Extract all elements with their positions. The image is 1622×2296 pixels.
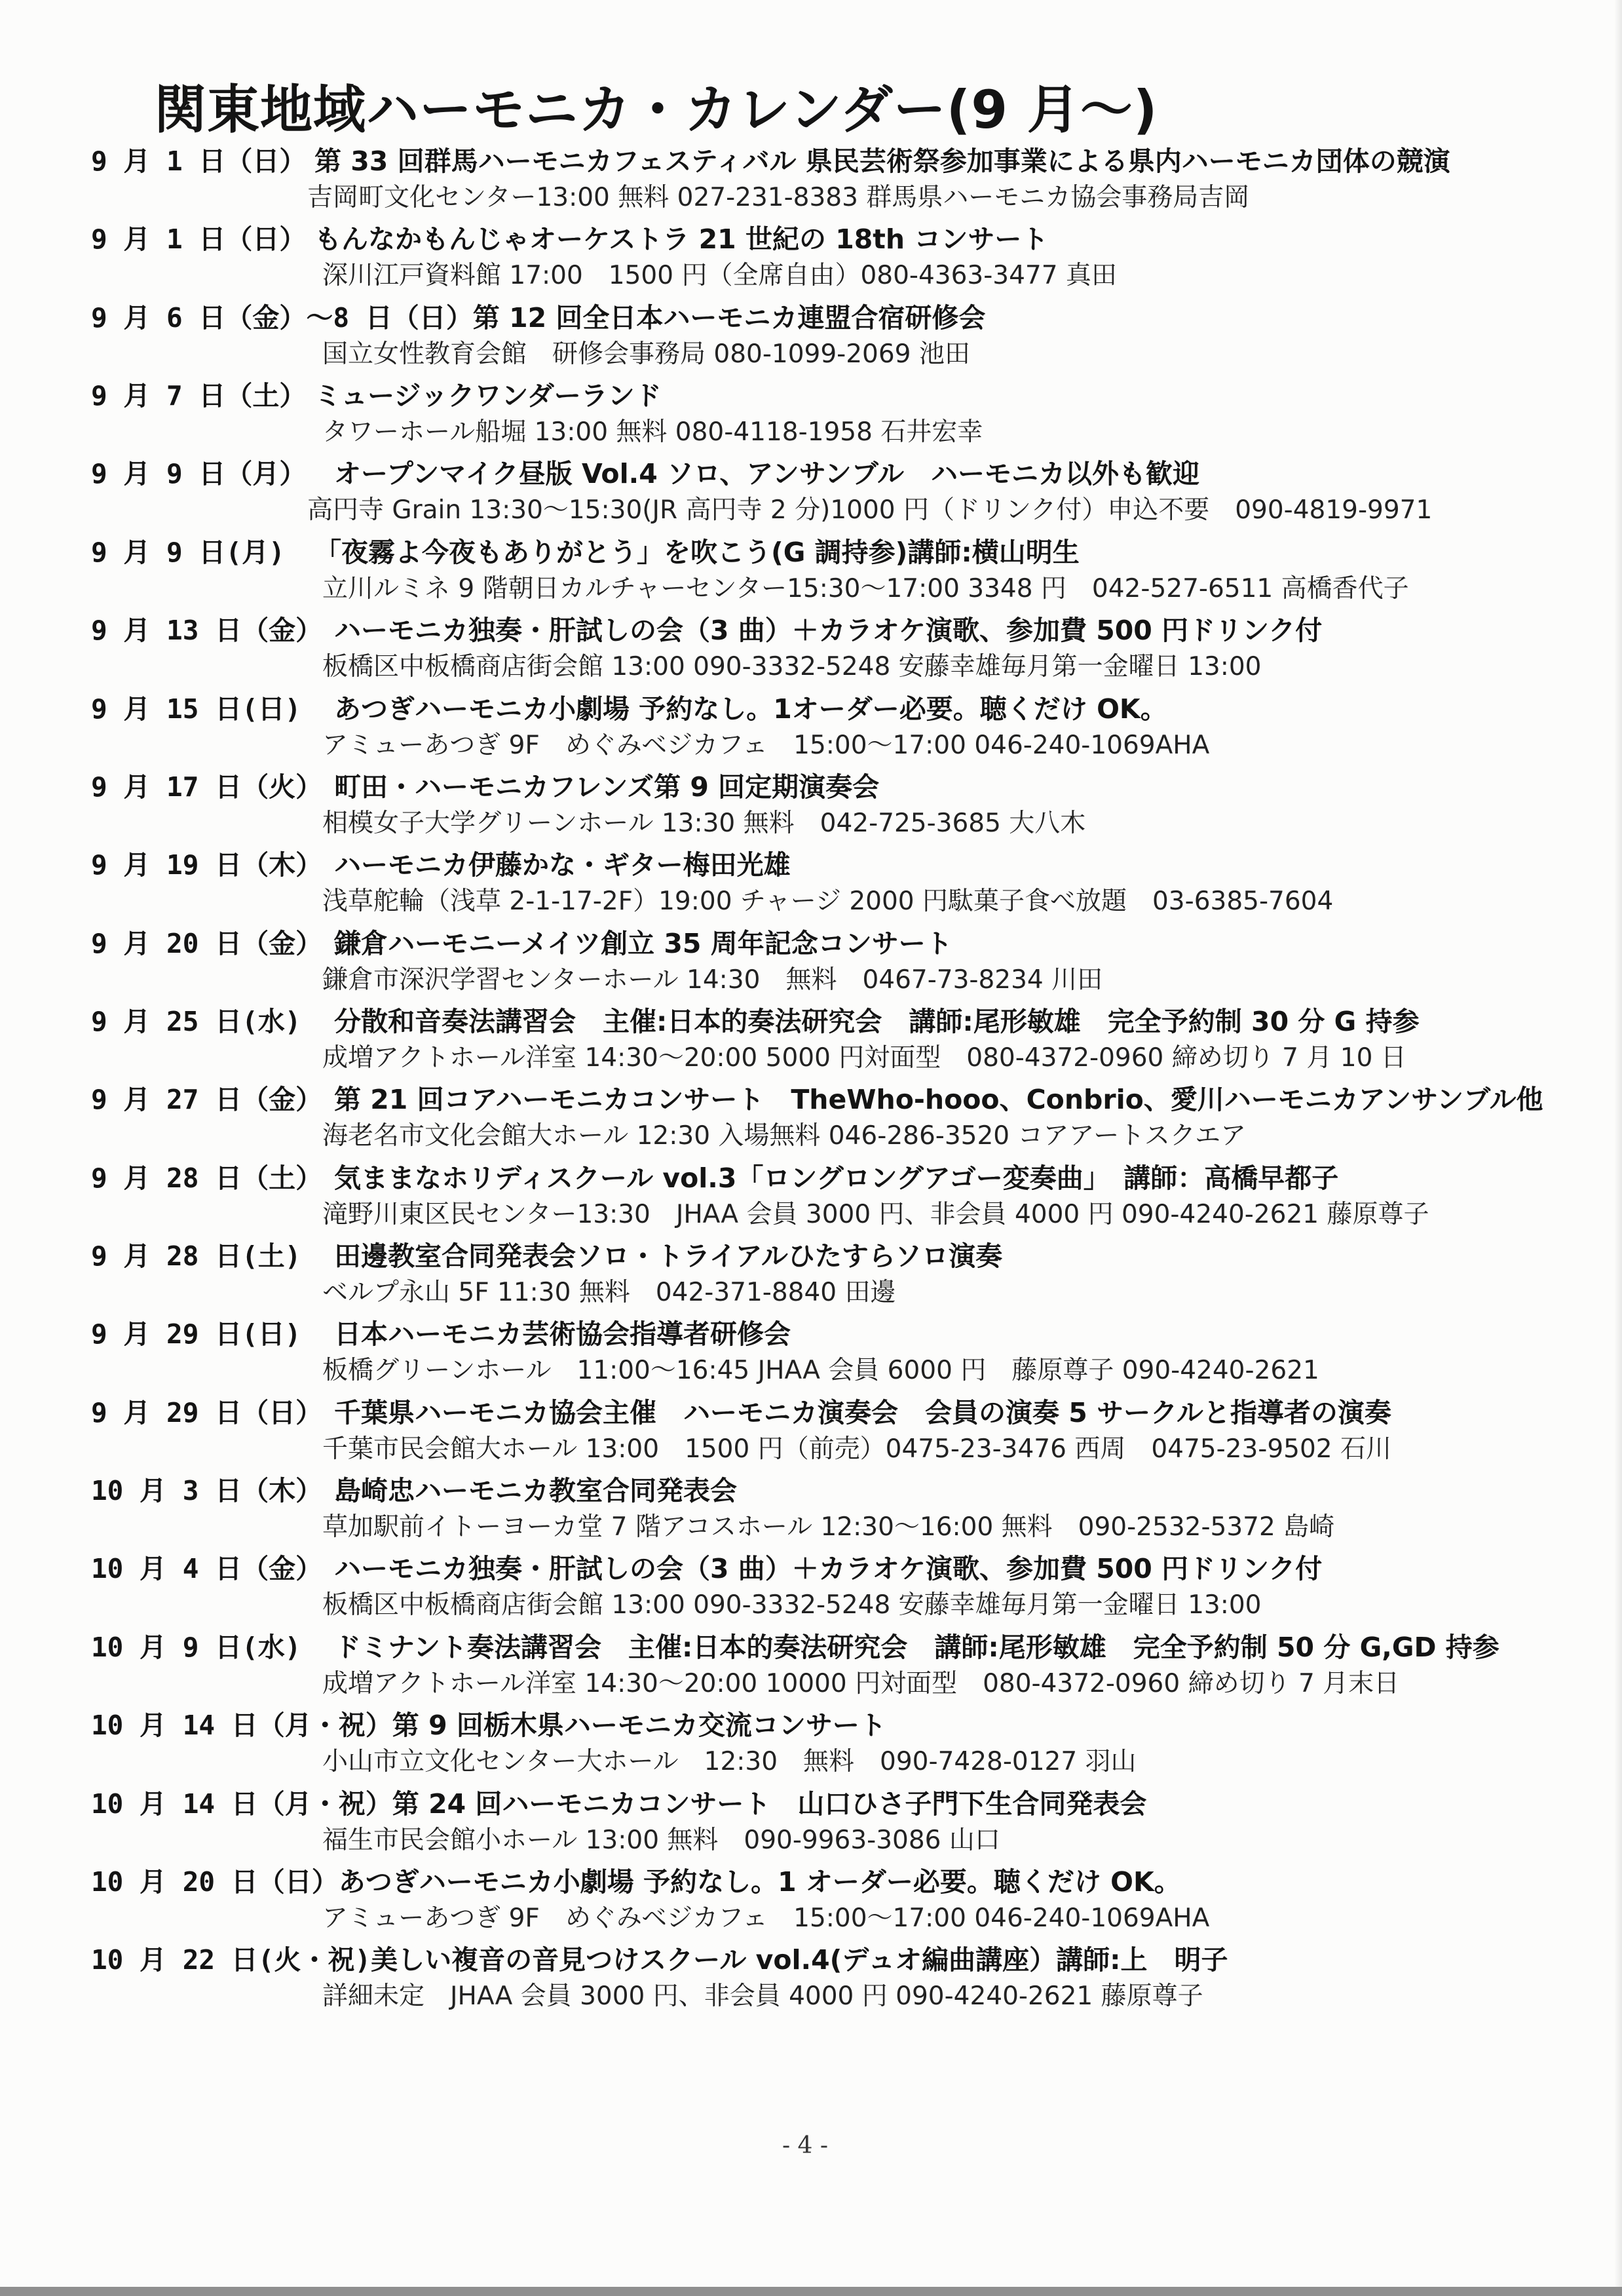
event-details: 成増アクトホール洋室 14:30～20:00 10000 円対面型 080-4372-0960 締め切り 7 月末日 <box>322 1668 1400 1698</box>
event-title: オープンマイク昼版 Vol.4 ソロ、アンサンブル ハーモニカ以外も歓迎 <box>334 458 1200 490</box>
event-details: 福生市民会館小ホール 13:00 無料 090-9963-3086 山口 <box>322 1825 1000 1855</box>
event-title: もんなかもんじゃオーケストラ 21 世紀の 18th コンサート <box>314 223 1049 256</box>
event-details: 滝野川東区民センター13:30 JHAA 会員 3000 円、非会員 4000 円 090-4240-2621 藤原尊子 <box>322 1199 1429 1229</box>
event-entry <box>0 1550 1622 1628</box>
event-title: あつぎハーモニカ小劇場 予約なし。1オーダー必要。聴くだけ OK。 <box>334 693 1167 725</box>
event-entry <box>0 1472 1622 1550</box>
event-entry <box>0 1786 1622 1864</box>
event-headline <box>91 1316 1583 1352</box>
event-details: 板橋区中板橋商店街会館 13:00 090-3332-5248 安藤幸雄毎月第一金曜日 13:00 <box>322 652 1262 682</box>
event-entry <box>0 299 1622 377</box>
page-number: - 4 - <box>782 2132 829 2159</box>
event-headline <box>91 1003 1583 1040</box>
event-headline <box>91 299 1583 336</box>
event-entry <box>0 1394 1622 1472</box>
event-date: 10 月 22 日(火・祝) <box>91 1944 371 1976</box>
event-title: 田邊教室合同発表会ソロ・トライアルひたすらソロ演奏 <box>334 1240 1003 1272</box>
event-date: 9 月 6 日（金）～8 日（日） <box>91 301 473 334</box>
event-entry <box>0 1160 1622 1238</box>
event-headline <box>91 1864 1583 1900</box>
event-date: 9 月 29 日（日） <box>91 1396 323 1428</box>
event-date: 9 月 15 日(日) <box>91 693 301 725</box>
event-entry <box>0 612 1622 690</box>
event-details: 浅草舵輪（浅草 2-1-17-2F）19:00 チャージ 2000 円駄菓子食べ放題 03-6385-7604 <box>322 887 1334 917</box>
event-details: タワーホール船堀 13:00 無料 080-4118-1958 石井宏幸 <box>322 417 983 448</box>
scan-edge-shadow <box>1614 0 1622 2287</box>
event-details: アミューあつぎ 9F めぐみベジカフェ 15:00～17:00 046-240-1069AHA <box>322 1903 1210 1933</box>
event-headline <box>91 1472 1583 1509</box>
event-details: 草加駅前イトーヨーカ堂 7 階アコスホール 12:30～16:00 無料 090-2532-5372 島崎 <box>322 1512 1335 1542</box>
event-date: 9 月 1 日（日） <box>91 145 307 177</box>
event-date: 9 月 7 日（土） <box>91 380 307 412</box>
page-title: 関東地域ハーモニカ・カレンダー(9 月～) <box>154 79 1158 140</box>
event-details: アミューあつぎ 9F めぐみベジカフェ 15:00～17:00 046-240-1069AHA <box>322 730 1210 760</box>
event-title: 町田・ハーモニカフレンズ第 9 回定期演奏会 <box>334 771 880 803</box>
event-headline <box>91 1238 1583 1274</box>
event-title: 鎌倉ハーモニーメイツ創立 35 周年記念コンサート <box>334 927 952 959</box>
event-title: あつぎハーモニカ小劇場 予約なし。1 オーダー必要。聴くだけ OK。 <box>338 1866 1181 1898</box>
event-details: ベルプ永山 5F 11:30 無料 042-371-8840 田邊 <box>322 1278 896 1308</box>
event-date: 9 月 25 日(水) <box>91 1005 301 1037</box>
event-headline <box>91 1942 1583 1978</box>
event-headline <box>91 1629 1583 1666</box>
event-headline <box>91 1786 1583 1822</box>
event-entry <box>0 1629 1622 1707</box>
event-entry <box>0 1864 1622 1942</box>
event-details: 吉岡町文化センター13:00 無料 027-231-8383 群馬県ハーモニカ協会事務局吉岡 <box>307 183 1250 212</box>
event-details: 板橋グリーンホール 11:00～16:45 JHAA 会員 6000 円 藤原尊子 090-4240-2621 <box>322 1356 1319 1386</box>
event-details: 鎌倉市深沢学習センターホール 14:30 無料 0467-73-8234 川田 <box>322 965 1103 995</box>
event-title: 第 9 回栃木県ハーモニカ交流コンサート <box>392 1710 886 1742</box>
event-headline <box>91 1160 1583 1196</box>
event-details: 深川江戸資料館 17:00 1500 円（全席自由）080-4363-3477 真田 <box>322 261 1117 291</box>
event-calendar-list <box>0 143 1622 2020</box>
event-headline <box>91 925 1583 962</box>
event-title: ハーモニカ伊藤かな・ギター梅田光雄 <box>334 849 791 881</box>
event-details: 相模女子大学グリーンホール 13:30 無料 042-725-3685 大八木 <box>322 808 1086 838</box>
event-title: 千葉県ハーモニカ協会主催 ハーモニカ演奏会 会員の演奏 5 サークルと指導者の演奏 <box>334 1396 1391 1428</box>
event-headline <box>91 847 1583 883</box>
event-date: 10 月 9 日(水) <box>91 1631 301 1663</box>
event-entry <box>0 377 1622 455</box>
event-headline <box>91 691 1583 727</box>
event-details: 高円寺 Grain 13:30～15:30(JR 高円寺 2 分)1000 円（ドリンク付）申込不要 090-4819-9971 <box>307 495 1433 526</box>
event-headline <box>91 221 1583 258</box>
event-date: 9 月 19 日（木） <box>91 849 323 881</box>
event-date: 9 月 28 日（土） <box>91 1162 323 1194</box>
event-entry <box>0 1942 1622 2019</box>
event-title: 第 24 回ハーモニカコンサート 山口ひさ子門下生合同発表会 <box>392 1788 1147 1820</box>
event-title: 分散和音奏法講習会 主催:日本的奏法研究会 講師:尾形敏雄 完全予約制 30 分 G 持参 <box>334 1005 1420 1037</box>
event-date: 10 月 20 日（日） <box>91 1866 339 1898</box>
event-title: 第 12 回全日本ハーモニカ連盟合宿研修会 <box>472 301 986 334</box>
event-date: 9 月 28 日(土) <box>91 1240 301 1272</box>
event-date: 9 月 29 日(日) <box>91 1318 301 1350</box>
event-title: ミュージックワンダーランド <box>314 380 662 412</box>
event-entry <box>0 455 1622 533</box>
event-title: ドミナント奏法講習会 主催:日本的奏法研究会 講師:尾形敏雄 完全予約制 50 分 G,GD 持参 <box>334 1631 1499 1663</box>
event-date: 9 月 9 日（月） <box>91 458 307 490</box>
event-headline <box>91 1550 1583 1587</box>
event-headline <box>91 769 1583 805</box>
event-headline <box>91 534 1583 571</box>
event-details: 海老名市文化会館大ホール 12:30 入場無料 046-286-3520 コアアートスクエア <box>322 1121 1247 1151</box>
event-date: 9 月 17 日（火） <box>91 771 323 803</box>
event-entry <box>0 534 1622 612</box>
event-date: 9 月 13 日（金） <box>91 615 323 647</box>
event-headline <box>91 1394 1583 1431</box>
event-date: 10 月 4 日（金） <box>91 1553 323 1585</box>
event-entry <box>0 1238 1622 1316</box>
event-title: 島崎忠ハーモニカ教室合同発表会 <box>334 1475 737 1507</box>
event-title: 日本ハーモニカ芸術協会指導者研修会 <box>334 1318 791 1350</box>
scan-edge-border <box>0 2287 1622 2296</box>
event-title: 気ままなホリディスクール vol.3「ロングロングアゴー変奏曲」 講師：高橋早都子 <box>334 1162 1339 1194</box>
event-headline <box>91 1707 1583 1744</box>
event-date: 9 月 1 日（日） <box>91 223 307 256</box>
event-title: ハーモニカ独奏・肝試しの会（3 曲）＋カラオケ演歌、参加費 500 円ドリンク付 <box>334 615 1323 647</box>
event-details: 千葉市民会館大ホール 13:00 1500 円（前売）0475-23-3476 西周 0475-23-9502 石川 <box>322 1434 1392 1464</box>
event-headline <box>91 377 1583 414</box>
event-details: 国立女性教育会館 研修会事務局 080-1099-2069 池田 <box>322 339 970 369</box>
event-date: 10 月 3 日（木） <box>91 1475 323 1507</box>
event-entry <box>0 769 1622 847</box>
event-date: 9 月 27 日（金） <box>91 1084 323 1116</box>
event-title: 第 21 回コアハーモニカコンサート TheWho-hooo、Conbrio、愛川ハーモニカアンサンブル他 <box>334 1084 1543 1116</box>
event-headline <box>91 612 1583 649</box>
event-entry <box>0 221 1622 299</box>
event-entry <box>0 925 1622 1003</box>
event-entry <box>0 1081 1622 1159</box>
event-headline <box>91 455 1583 492</box>
event-entry <box>0 143 1622 221</box>
event-details: 立川ルミネ 9 階朝日カルチャーセンター15:30～17:00 3348 円 042-527-6511 高橋香代子 <box>322 573 1409 603</box>
event-entry <box>0 1707 1622 1785</box>
event-details: 詳細未定 JHAA 会員 3000 円、非会員 4000 円 090-4240-2621 藤原尊子 <box>322 1981 1203 2012</box>
event-headline <box>91 1081 1583 1118</box>
event-entry <box>0 691 1622 769</box>
event-entry <box>0 1316 1622 1394</box>
event-details: 成増アクトホール洋室 14:30～20:00 5000 円対面型 080-4372-0960 締め切り 7 月 10 日 <box>322 1043 1406 1073</box>
event-date: 10 月 14 日（月・祝） <box>91 1788 392 1820</box>
event-title: 「夜霧よ今夜もありがとう」を吹こう(G 調持参)講師:横山明生 <box>314 536 1080 568</box>
event-details: 小山市立文化センター大ホール 12:30 無料 090-7428-0127 羽山 <box>322 1747 1137 1777</box>
event-details: 板橋区中板橋商店街会館 13:00 090-3332-5248 安藤幸雄毎月第一金曜日 13:00 <box>322 1590 1262 1620</box>
event-title: 美しい複音の音見つけスクール vol.4(デュオ編曲講座）講師:上 明子 <box>371 1944 1228 1976</box>
event-date: 9 月 9 日(月) <box>91 536 285 568</box>
event-entry <box>0 1003 1622 1081</box>
event-entry <box>0 847 1622 925</box>
event-date: 9 月 20 日（金） <box>91 927 323 959</box>
event-title: 第 33 回群馬ハーモニカフェスティバル 県民芸術祭参加事業による県内ハーモニカ団体の競演 <box>314 145 1450 177</box>
event-title: ハーモニカ独奏・肝試しの会（3 曲）＋カラオケ演歌、参加費 500 円ドリンク付 <box>334 1553 1323 1585</box>
event-date: 10 月 14 日（月・祝） <box>91 1710 392 1742</box>
event-headline <box>91 143 1583 180</box>
